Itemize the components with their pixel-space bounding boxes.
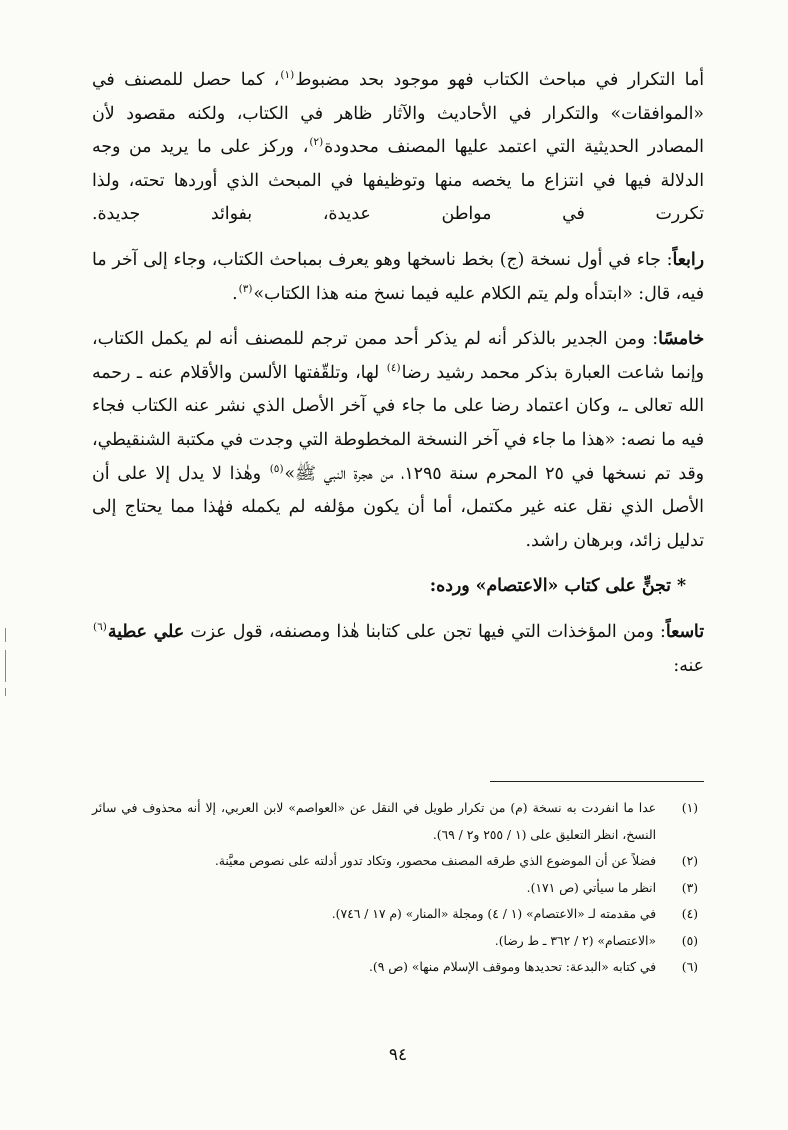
paragraph-fifth: خامسًا: ومن الجدير بالذكر أنه لم يذكر أحد ممن ترجم للمصنف أنه لم يكمل الكتاب، وإنما شاعت العبارة بذكر محمد رشيد رضا(٤) لها، وتلقّفتها الألسن والأقلام عنه ـ رحمه الله تعالى ـ، وكان اعتماد رضا على ما جاء في آخر الأصل الذي نشر عنه الكتاب فجاء فيه ما نصه: «هذا ما جاء في آخر النسخة المخطوطة التي وجدت في مكتبة الشنقيطي، وقد تم نسخها في ٢٥ المحرم سنة ١٢٩٥، من هجرة النبي ﷺ»(٥) وهٰذا لا يدل إلا على أن الأصل الذي نقل عنه غير مكتمل، أما أن يكون مؤلفه لم يكمله فهٰذا مما يحتاج إلى تدليل زائد، وبرهان راشد.: [92, 329, 704, 551]
paragraph-fourth: رابعاً: جاء في أول نسخة (ج) بخط ناسخها وهو يعرف بمباحث الكتاب، وجاء إلى آخر ما فيه، قال: «ابتدأه ولم يتم الكلام عليه فيما نسخ منه هذا الكتاب»(٣).: [92, 249, 704, 304]
footnote-text: في كتابه «البدعة: تحديدها وموقف الإسلام منها» (ص ٩).: [369, 960, 656, 974]
page-body: [92, 64, 704, 1114]
footnote-item: [92, 901, 704, 928]
footnote-item: [92, 954, 704, 981]
author-name: علي عطية: [107, 621, 185, 642]
footnote-number: (٤): [681, 907, 698, 921]
paragraph-lead: خامسًا: [658, 329, 704, 350]
paragraph-repetition: أما التكرار في مباحث الكتاب فهو موجود بحد مضبوط(١)، كما حصل للمصنف في «الموافقات» والتكرار في الأحاديث والآثار ظاهر في الكتاب، ولكنه مقصود لأن المصادر الحديثية التي اعتمد عليها المصنف محدودة(٢)، وركز على ما يريد من وجه الدلالة فيها في انتزاع ما يخصه منها وتوظيفها في المبحث الذي أوردها تحته، ولذا تكررت في مواطن عديدة، بفوائد جديدة.: [92, 69, 705, 225]
footnote-text: عدا ما انفردت به نسخة (م) من تكرار طويل في النقل عن «العواصم» لابن العربي، إلا أنه محذوف في سائر النسخ، انظر التعليق على (١ / ٢٥٥ و٢ / ٦٩).: [92, 801, 656, 842]
footnote-item: [92, 848, 704, 875]
paragraph-text: عنه:: [673, 655, 704, 676]
paragraph-text: وهٰذا لا يدل إلا على أن الأصل الذي نقل عنه غير مكتمل، أما أن يكون مؤلفه لم يكمله فهٰذا مما يحتاج إلى تدليل زائد، وبرهان راشد.: [92, 463, 704, 551]
section-heading: * تجنٍّ على كتاب «الاعتصام» ورده:: [429, 576, 686, 597]
paragraph-text: أما التكرار في مباحث الكتاب فهو موجود بحد مضبوط: [295, 70, 705, 90]
paragraph-text: .: [232, 283, 238, 304]
paragraph-lead: تاسعاً: [665, 621, 705, 642]
page-number: ٩٤: [388, 1045, 408, 1065]
paragraph-lead: رابعاً: [672, 249, 704, 270]
paragraph-text: : ومن الجدير بالذكر أنه لم يذكر أحد ممن ترجم للمصنف أنه لم يكمل الكتاب، وإنما شاعت العبارة بذكر محمد رشيد رضا: [92, 329, 704, 383]
paragraph-text: ، وركز على ما يريد من وجه الدلالة فيها في انتزاع ما يخصه منها وتوظيفها في المبحث الذي أوردها تحته، ولذا تكررت في مواطن عديدة، بفوائد جديدة.: [92, 137, 704, 225]
footnote-item: [92, 928, 704, 955]
footnote-text: انظر ما سيأتي (ص ١٧١).: [526, 880, 656, 895]
footnote-item: [92, 875, 704, 902]
footnote-number: (٦): [681, 960, 698, 974]
footnote-number: (٢): [681, 854, 698, 868]
footnote-text: «الاعتصام» (٢ / ٣٦٢ ـ ط رضا).: [494, 933, 656, 948]
paragraph-ninth: تاسعاً: ومن المؤخذات التي فيها تجن على كتابنا هٰذا ومصنفه، قول عزت علي عطية(٦) عنه:: [93, 621, 705, 676]
main-text: [92, 64, 704, 683]
footnote-separator: [490, 781, 704, 782]
binding-marks: [3, 628, 9, 698]
paragraph-text: : ومن المؤخذات التي فيها تجن على كتابنا هٰذا ومصنفه، قول عزت: [184, 621, 666, 642]
footnote-text: فضلاً عن أن الموضوع الذي طرقه المصنف محصور، وتكاد تدور أدلته على نصوص معيَّنة.: [214, 854, 656, 868]
footnote-number: (١): [681, 801, 698, 815]
footnote-number: (٥): [681, 933, 698, 948]
footnotes: [92, 795, 704, 981]
footnote-item: [92, 795, 704, 848]
paragraph-text: ، كما حصل للمصنف في «الموافقات» والتكرار في الأحاديث والآثار ظاهر في الكتاب، ولكنه مقصود لأن المصادر الحديثية التي اعتمد عليها المصنف محدودة: [92, 70, 704, 158]
footnote-text: في مقدمته لـ «الاعتصام» (١ / ٤) ومجلة «المنار» (م ١٧ / ٧٤٦).: [331, 907, 656, 921]
footnote-number: (٣): [681, 880, 698, 895]
paragraph-text: : جاء في أول نسخة (ج) بخط ناسخها وهو يعرف بمباحث الكتاب، وجاء إلى آخر ما فيه، قال: «ابتدأه ولم يتم الكلام عليه فيما نسخ منه هذا الكتاب»: [92, 249, 704, 304]
paragraph-text: لها، وتلقّفتها الألسن والأقلام عنه ـ رحمه الله تعالى ـ، وكان اعتماد رضا على ما جاء في آخر الأصل الذي نشر عنه الكتاب فجاء فيه ما نصه: «هذا ما جاء في آخر النسخة المخطوطة التي وجدت في مكتبة الشنقيطي، وقد تم نسخها في ٢٥ المحرم سنة ١٢٩٥، من هجرة النبي ﷺ»: [92, 362, 704, 484]
